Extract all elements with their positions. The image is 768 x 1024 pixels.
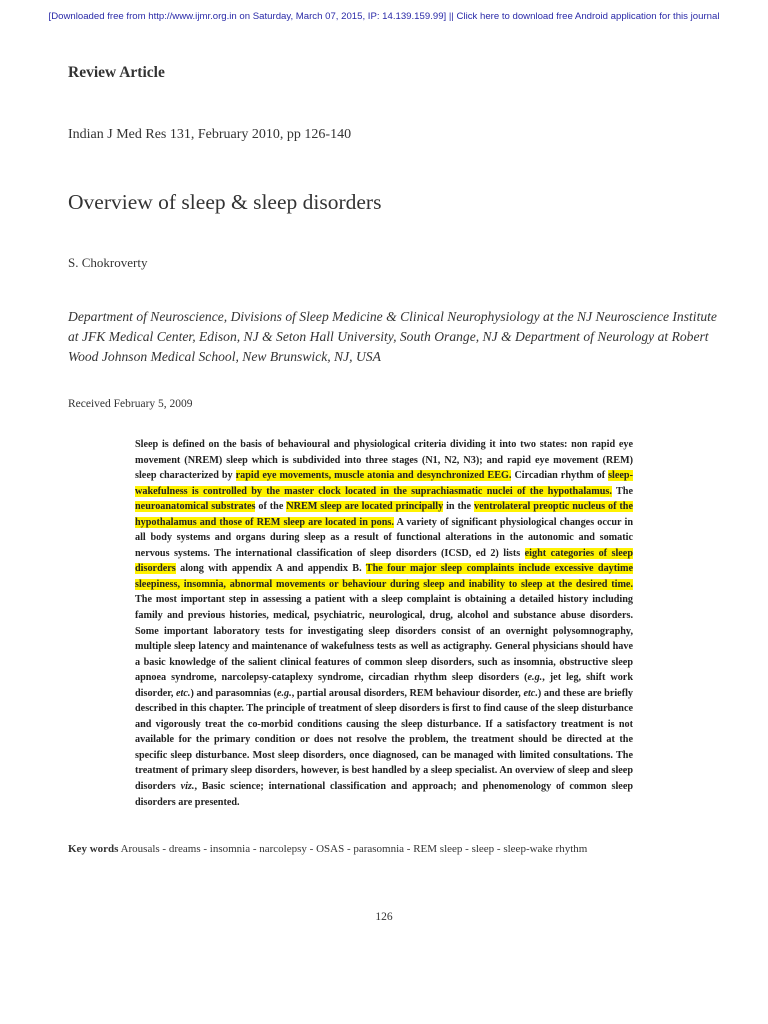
download-banner <box>0 11 768 22</box>
author-affiliation: Department of Neuroscience, Divisions of Sleep Medicine & Clinical Neurophysiology at the NJ Neuroscience Institute at JFK Medical Center, Edison, NJ & Seton Hall University, South Orange, NJ & Department of Neurology at Robert Wood Johnson Medical School, New Brunswick, NJ, USA <box>68 309 717 364</box>
abstract-text: A variety of significant physiological changes occur in all body systems and organs during sleep as a result of functional alterations in the autonomic and somatic nervous systems. The international classification of sleep disorders (ICSD, ed 2) lists <box>135 516 633 559</box>
journal-citation: Indian J Med Res 131, February 2010, pp 126-140 <box>68 127 352 142</box>
abstract-text: The most important step in assessing a patient with a sleep complaint is obtaining a detailed history including family and previous histories, medical, psychiatric, neurological, drug, alcohol and substance abuse disorders. Some important laboratory tests for investigating sleep disorders consist of an overnight polysomnography, multiple sleep latency and maintenance of wakefulness tests as well as actigraphy. General physicians should have a basic knowledge of the salient clinical features of common sleep disorders, such as insomnia, obstructive sleep apnoea syndrome, narcolepsy-cataplexy syndrome, circadian rhythm sleep disorders ( <box>135 594 633 684</box>
android-app-link[interactable]: Click here to download free Android application for this journal <box>456 11 720 22</box>
highlighted-text: NREM sleep are located principally <box>286 501 444 513</box>
highlighted-text: neuroanatomical substrates <box>135 501 256 513</box>
banner-separator: || <box>448 11 454 22</box>
article-type: Review Article <box>68 64 165 81</box>
abstract-paragraph <box>135 437 633 810</box>
abstract-text: etc. <box>523 687 538 699</box>
highlighted-text: sleep-wakefulness is controlled by the master clock located in the suprachiasmatic nuclei of the hypothalamus. <box>135 470 633 497</box>
abstract-text: of the <box>255 501 287 513</box>
abstract-text: , jet leg, shift work disorder, <box>135 672 633 699</box>
highlighted-text: ventrolateral preoptic nucleus of the hypothalamus and those of REM sleep are located in pons. <box>135 501 633 528</box>
abstract-text: , partial arousal disorders, REM behaviour disorder, <box>291 687 524 699</box>
abstract-text: , Basic science; international classification and approach; and phenomenology of common sleep disorders are presented. <box>135 781 634 808</box>
abstract-text: etc. <box>176 687 191 699</box>
abstract-text: in the <box>443 501 474 513</box>
keywords-label: Key words <box>68 843 119 855</box>
highlighted-text: The four major sleep complaints include excessive daytime sleepiness, insomnia, abnormal movements or behaviour during sleep and inability to sleep at the desired time. <box>135 563 633 590</box>
abstract-text: Circadian rhythm of <box>511 470 609 482</box>
abstract-text: e.g. <box>276 687 292 699</box>
abstract-text: along with appendix A and appendix B. <box>175 563 366 575</box>
abstract-text: Sleep is defined on the basis of behavioural and physiological criteria dividing it into two states: non rapid eye movement (NREM) sleep which is subdivided into three stages (N1, N2, N3); and rapid eye movement (REM) sleep characterized by <box>135 439 633 482</box>
highlighted-text: eight categories of sleep disorders <box>135 547 633 575</box>
abstract-text: ) and parasomnias ( <box>190 687 277 699</box>
abstract-text: ) and these are briefly described in this chapter. The principle of treatment of sleep disorders is first to find cause of the sleep disturbance and vigorously treat the co-morbid conditions causing the sleep disturbance. If a satisfactory treatment is not available for the primary condition or does not resolve the problem, the treatment should be directed at the specific sleep disturbance. Most sleep disorders, once diagnosed, can be managed with limited consultations. The treatment of primary sleep disorders, however, is best handled by a sleep specialist. An overview of sleep and sleep disorders <box>135 687 634 793</box>
download-info-link[interactable]: [Downloaded free from http://www.ijmr.org.in on Saturday, March 07, 2015, IP: 14.139.159.99] <box>48 11 447 22</box>
highlighted-text: rapid eye movements, muscle atonia and desynchronized EEG. <box>235 470 512 482</box>
page-number: 126 <box>375 911 393 923</box>
author-name: S. Chokroverty <box>68 255 148 270</box>
keywords-line <box>68 843 587 855</box>
received-date: Received February 5, 2009 <box>68 398 193 410</box>
abstract-text: The <box>611 485 633 497</box>
article-title: Overview of sleep & sleep disorders <box>68 190 382 214</box>
keywords-list: Arousals - dreams - insomnia - narcolepsy - OSAS - parasomnia - REM sleep - sleep - sleep-wake rhythm <box>118 843 588 855</box>
abstract-text: viz. <box>180 781 195 793</box>
abstract-text: e.g. <box>527 672 543 684</box>
